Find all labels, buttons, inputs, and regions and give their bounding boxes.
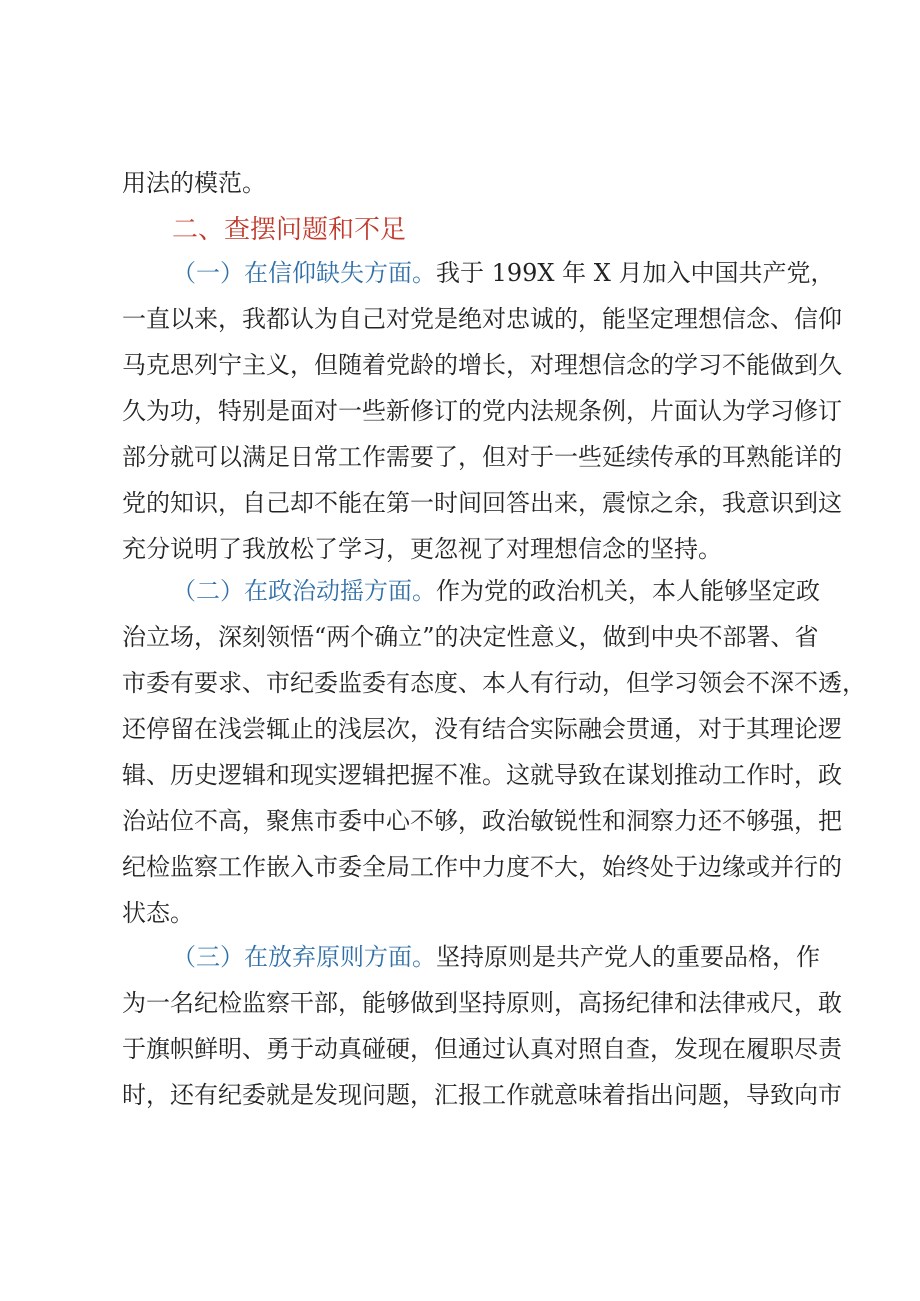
item-1-line-6: 充分说明了我放松了学习，更忽视了对理想信念的坚持。 [122,535,722,563]
item-2-line-6: 纪检监察工作嵌入市委全局工作中力度不大，始终处于边缘或并行的 [122,853,842,881]
item-2-line-4: 辑、历史逻辑和现实逻辑把握不准。这就导致在谋划推动工作时，政 [122,761,842,789]
item-1-line-1: 一直以来，我都认为自己对党是绝对忠诚的，能坚定理想信念、信仰 [122,305,842,333]
item-2-title: （二）在政治动摇方面。 [172,577,436,605]
item-1-line-3: 久为功，特别是面对一些新修订的党内法规条例，片面认为学习修订 [122,397,842,425]
paragraph-1-first-line [172,250,835,296]
paragraph-2-first-line [172,568,820,614]
item-2-line-2: 市委有要求、市纪委监委有态度、本人有行动，但学习领会不深不透， [122,669,866,697]
item-1-line-5: 党的知识，自己却不能在第一时间回答出来，震惊之余，我意识到这 [122,489,842,517]
item-1-line-0: 我于 199X 年 X 月加入中国共产党， [436,259,835,287]
item-3-line-0: 坚持原则是共产党人的重要品格，作 [436,943,820,971]
section-heading: 二、查摆问题和不足 [172,215,407,245]
item-3-line-2: 于旗帜鲜明、勇于动真碰硬，但通过认真对照自查，发现在履职尽责 [122,1035,842,1063]
item-1-line-4: 部分就可以满足日常工作需要了，但对于一些延续传承的耳熟能详的 [122,443,842,471]
item-3-line-1: 为一名纪检监察干部，能够做到坚持原则，高扬纪律和法律戒尺，敢 [122,989,842,1017]
item-1-line-2: 马克思列宁主义，但随着党龄的增长，对理想信念的学习不能做到久 [122,351,842,379]
item-3-title: （三）在放弃原则方面。 [172,943,436,971]
continuation-text: 用法的模范。 [122,169,266,197]
item-2-line-7: 状态。 [122,899,194,927]
item-3-line-3: 时，还有纪委就是发现问题，汇报工作就意味着指出问题，导致向市 [122,1081,842,1109]
item-2-line-0: 作为党的政治机关，本人能够坚定政 [436,577,820,605]
item-2-line-3: 还停留在浅尝辄止的浅层次，没有结合实际融会贯通，对于其理论逻 [122,715,842,743]
item-2-line-5: 治站位不高，聚焦市委中心不够，政治敏锐性和洞察力还不够强，把 [122,807,842,835]
item-1-title: （一）在信仰缺失方面。 [172,259,436,287]
item-2-line-1: 治立场，深刻领悟“两个确立”的决定性意义，做到中央不部署、省 [122,623,819,651]
paragraph-3-first-line [172,934,820,980]
